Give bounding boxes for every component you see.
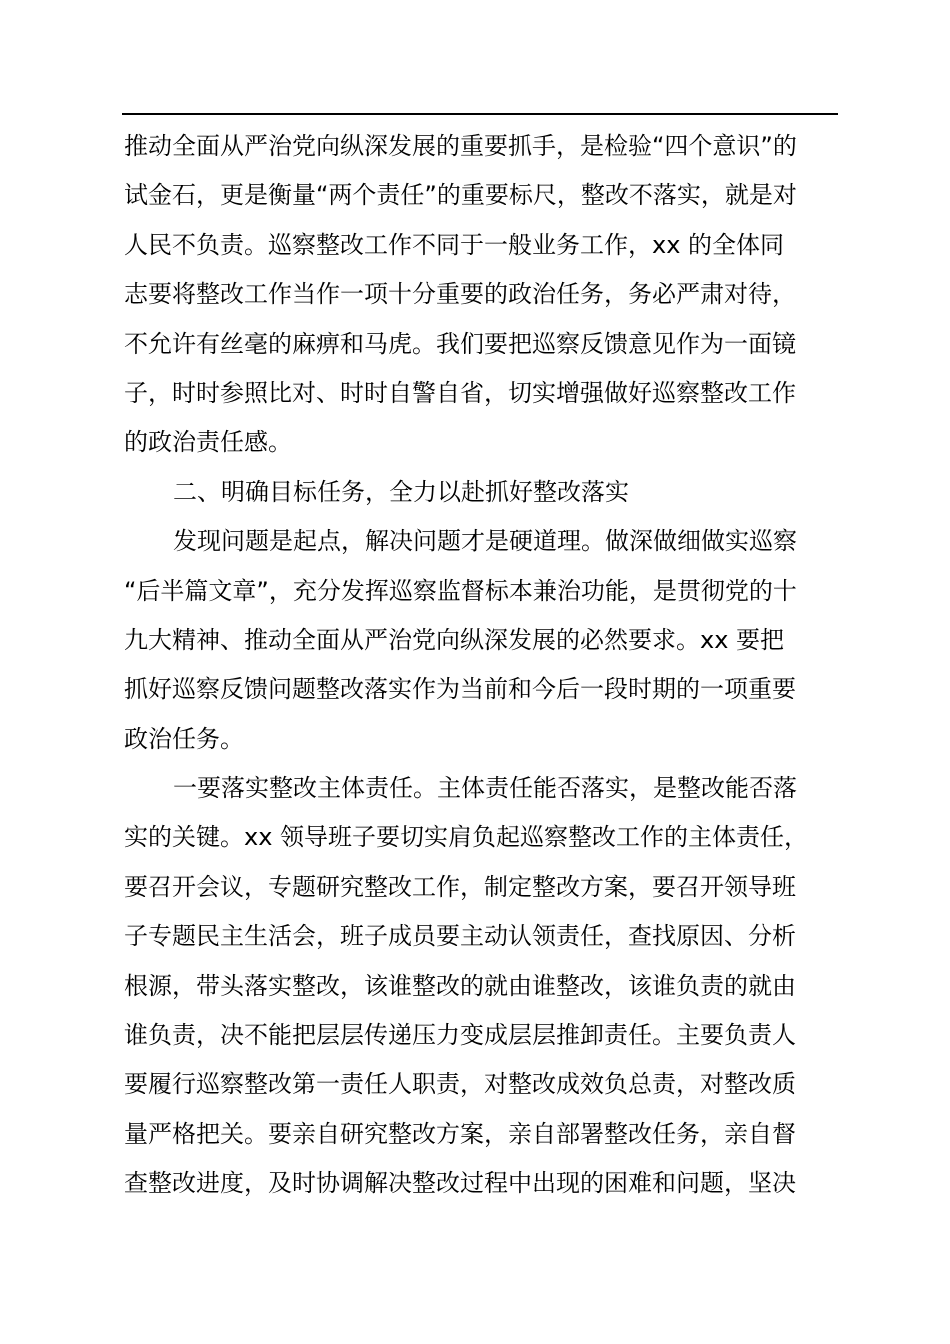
text-line: 实的关键。xx 领导班子要切实肩负起巡察整改工作的主体责任， (124, 823, 809, 852)
text-line: 量严格把关。要亲自研究整改方案，亲自部署整改任务，亲自督 (124, 1119, 796, 1148)
text-line: 政治任务。 (124, 724, 244, 753)
text-line: “后半篇文章”，充分发挥巡察监督标本兼治功能，是贯彻党的十 (124, 576, 797, 605)
text-line: 查整改进度，及时协调解决整改过程中出现的困难和问题，坚决 (124, 1169, 796, 1198)
text-line: 试金石，更是衡量“两个责任”的重要标尺，整改不落实，就是对 (124, 181, 797, 210)
text-line: 推动全面从严治党向纵深发展的重要抓手，是检验“四个意识”的 (124, 132, 797, 160)
text-line: 的政治责任感。 (124, 428, 292, 457)
header-rule (122, 113, 838, 115)
text-line: 抓好巡察反馈问题整改落实作为当前和今后一段时期的一项重要 (124, 675, 796, 704)
text-line: 子，时时参照比对、时时自警自省，切实增强做好巡察整改工作 (124, 378, 796, 407)
text-line: 根源，带头落实整改，该谁整改的就由谁整改，该谁负责的就由 (124, 971, 796, 1000)
text-line: 九大精神、推动全面从严治党向纵深发展的必然要求。xx 要把 (124, 625, 785, 654)
text-line: 志要将整改工作当作一项十分重要的政治任务，务必严肃对待， (124, 280, 796, 309)
text-line: 人民不负责。巡察整改工作不同于一般业务工作，xx 的全体同 (124, 230, 785, 259)
text-line: 谁负责，决不能把层层传递压力变成层层推卸责任。主要负责人 (124, 1021, 796, 1050)
section-heading: 二、明确目标任务，全力以赴抓好整改落实 (173, 477, 629, 506)
text-line: 要召开会议，专题研究整改工作，制定整改方案，要召开领导班 (124, 872, 796, 901)
text-line: 子专题民主生活会，班子成员要主动认领责任，查找原因、分析 (124, 922, 796, 951)
text-line: 不允许有丝毫的麻痹和马虎。我们要把巡察反馈意见作为一面镜 (124, 329, 796, 358)
document-body (124, 122, 836, 1209)
paragraph-start: 一要落实整改主体责任。主体责任能否落实，是整改能否落 (173, 774, 797, 803)
text-line: 要履行巡察整改第一责任人职责，对整改成效负总责，对整改质 (124, 1070, 796, 1099)
paragraph-start: 发现问题是起点，解决问题才是硬道理。做深做细做实巡察 (173, 527, 797, 556)
